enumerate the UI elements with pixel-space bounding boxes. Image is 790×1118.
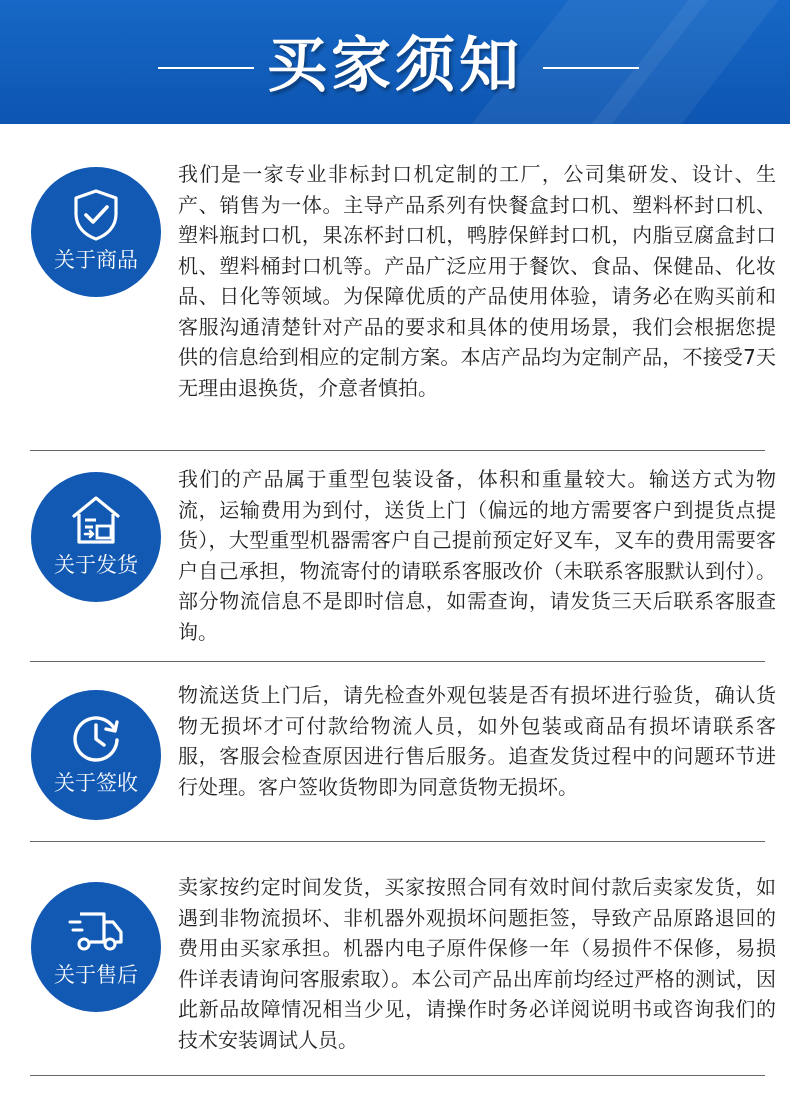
section-text: 物流送货上门后，请先检查外观包装是否有损坏进行验货，确认货物无损坏才可付款给物流人员，如外包装或商品有损坏请联系客服，客服会检查原因进行售后服务。追查发货过程中的问题环节进行处理。客户签收货物即为同意货物无损坏。	[178, 683, 776, 799]
shield-check-icon	[68, 187, 124, 243]
divider	[30, 450, 765, 451]
section-text: 我们是一家专业非标封口机定制的工厂，公司集研发、设计、生产、销售为一体。主导产品系列有快餐盒封口机、塑料杯封口机、塑料瓶封口机，果冻杯封口机，鸭脖保鲜封口机，内脂豆腐盒封口机、塑料桶封口机等。产品广泛应用于餐饮、食品、保健品、化妆品、日化等领域。为保障优质的产品使用体验，请务必在购买前和客服沟通清楚针对产品的要求和具体的使用场景，我们会根据您提供的信息给到相应的定制方案。本店产品均为定制产品，不接受7天无理由退换货，介意者慎拍。	[178, 162, 776, 400]
page-title: 买家须知	[267, 31, 523, 101]
divider	[30, 1075, 765, 1076]
warehouse-delivery-icon	[68, 492, 124, 548]
section-badge-label: 关于商品	[54, 248, 138, 272]
section-badge	[31, 690, 161, 820]
section-badge-label: 关于发货	[54, 553, 138, 577]
divider	[30, 841, 765, 842]
section-badge	[31, 472, 161, 602]
delivery-truck-icon	[68, 902, 124, 958]
section-text: 卖家按约定时间发货，买家按照合同有效时间付款后卖家发货，如遇到非物流损坏、非机器外观损坏问题拒签，导致产品原路退回的费用由买家承担。机器内电子原件保修一年（易损件不保修，易损件详表请询问客服索取）。本公司产品出库前均经过严格的测试，因此新品故障情况相当少见，请操作时务必详阅说明书或咨询我们的技术安装调试人员。	[178, 875, 776, 1052]
divider	[30, 661, 765, 662]
section-badge	[31, 167, 161, 297]
clock-refresh-icon	[68, 710, 124, 766]
section-badge-label: 关于售后	[54, 963, 138, 987]
header-banner	[0, 0, 790, 124]
section-badge-label: 关于签收	[54, 771, 138, 795]
section-badge	[31, 882, 161, 1012]
section-text: 我们的产品属于重型包装设备，体积和重量较大。输送方式为物流，运输费用为到付，送货上门（偏远的地方需要客户到提货点提货），大型重型机器需客户自己提前预定好叉车，叉车的费用需要客户自己承担，物流寄付的请联系客服改价（未联系客服默认到付）。部分物流信息不是即时信息，如需查询，请发货三天后联系客服查询。	[178, 467, 776, 644]
